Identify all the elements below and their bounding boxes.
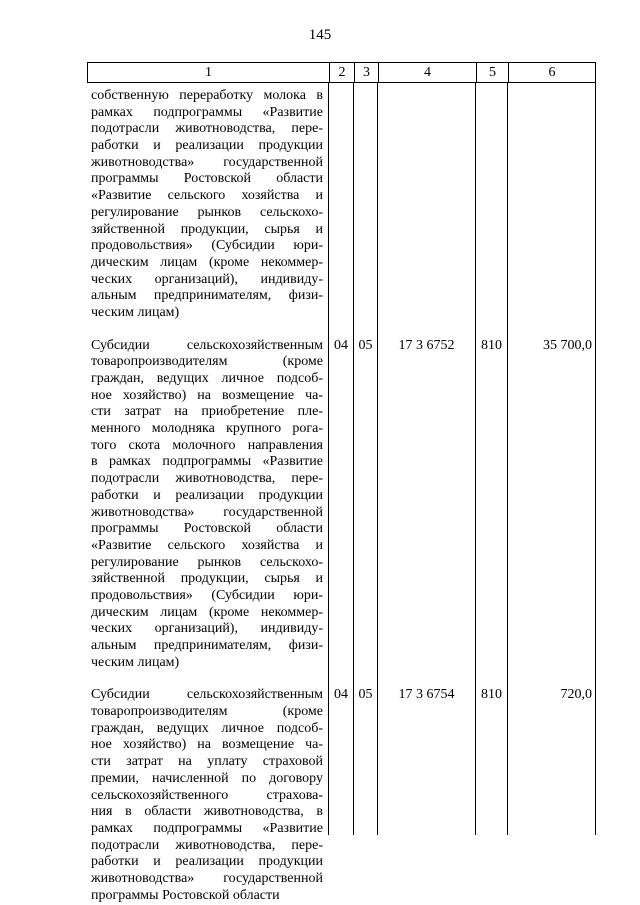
header-cell-5: 5 [476,63,508,82]
description-line: «Развитие сельского хозяйства и [91,188,323,204]
description-line: Субсидии сельскохозяйственным [91,687,323,703]
description-line: ное хозяйство) на возмещение ча- [91,737,323,753]
row-description [91,338,323,672]
description-line: программы Ростовской области [91,171,323,187]
description-line: сти затрат на приобретение пле- [91,404,323,420]
table-row [0,88,640,322]
description-line: сти затрат на уплату страховой [91,754,323,770]
row-amount: 35 700,0 [543,337,592,353]
description-line: Субсидии сельскохозяйственным [91,337,323,353]
description-line: ния в области животноводства, в [91,804,323,820]
description-line: животноводства» государственной [91,504,323,520]
description-line: животноводства» государственной [91,870,323,886]
description-line: товаропроизводителям (кроме [91,704,323,720]
description-line: товаропроизводителям (кроме [91,354,323,370]
row-subsection-code: 05 [358,337,373,353]
row-target-code: 17 3 6754 [398,687,455,703]
row-section-code: 04 [334,687,348,703]
row-section-code: 04 [334,337,348,353]
header-cell-3: 3 [354,63,378,82]
table-body [0,88,640,904]
header-cell-6: 6 [508,63,595,82]
description-line: продовольствия» (Субсидии юри- [91,587,323,603]
description-line: дическим лицам (кроме некоммер- [91,604,323,620]
table-row [0,687,640,904]
row-description [91,687,323,904]
header-cell-2: 2 [329,63,354,82]
description-line: того скота молочного направления [91,437,323,453]
row-subsection-code: 05 [358,687,373,703]
description-line: рамках подпрограммы «Развитие [91,820,323,836]
description-line: работки и реализации продукции [91,487,323,503]
description-line: зяйственной продукции, сырья и [91,221,323,237]
table-row [0,338,640,672]
description-line: зяйственной продукции, сырья и [91,571,323,587]
description-line: альным предпринимателям, физи- [91,288,323,304]
description-line: граждан, ведущих личное подсоб- [91,720,323,736]
description-line: ческим лицам) [91,654,180,670]
header-cell-1: 1 [205,64,212,80]
table-header [87,62,596,83]
description-line: в рамках подпрограммы «Развитие [91,454,323,470]
description-line: ческих организаций), индивиду- [91,271,323,287]
description-line: работки и реализации продукции [91,854,323,870]
row-target-code: 17 3 6752 [398,337,455,353]
description-line: подотрасли животноводства, пере- [91,837,323,853]
description-line: граждан, ведущих личное подсоб- [91,371,323,386]
description-line: собственную переработку молока в [91,88,323,103]
description-line: программы Ростовской области [91,887,280,903]
row-description [91,88,323,322]
description-line: рамках подпрограммы «Развитие [91,104,323,120]
header-cell-4: 4 [378,63,476,82]
description-line: регулирование рынков сельскохо- [91,204,323,220]
row-amount: 720,0 [560,687,592,703]
description-line: альным предпринимателям, физи- [91,638,323,653]
description-line: менного молодняка крупного рога- [91,421,323,437]
description-line: ческим лицам) [91,304,180,320]
description-line: ное хозяйство) на возмещение ча- [91,387,323,403]
description-line: «Развитие сельского хозяйства и [91,537,323,553]
description-line: программы Ростовской области [91,521,323,537]
page-number: 145 [308,27,332,43]
description-line: дическим лицам (кроме некоммер- [91,254,323,270]
description-line: животноводства» государственной [91,154,323,170]
description-line: работки и реализации продукции [91,138,323,154]
description-line: ческих организаций), индивиду- [91,621,323,637]
description-line: продовольствия» (Субсидии юри- [91,238,323,254]
description-line: сельскохозяйственного страхова- [91,787,323,803]
description-line: подотрасли животноводства, пере- [91,121,323,137]
row-expense-type: 810 [481,337,502,353]
row-expense-type: 810 [481,687,502,703]
description-line: подотрасли животноводства, пере- [91,471,323,487]
description-line: премии, начисленной по договору [91,770,323,786]
description-line: регулирование рынков сельскохо- [91,554,323,570]
